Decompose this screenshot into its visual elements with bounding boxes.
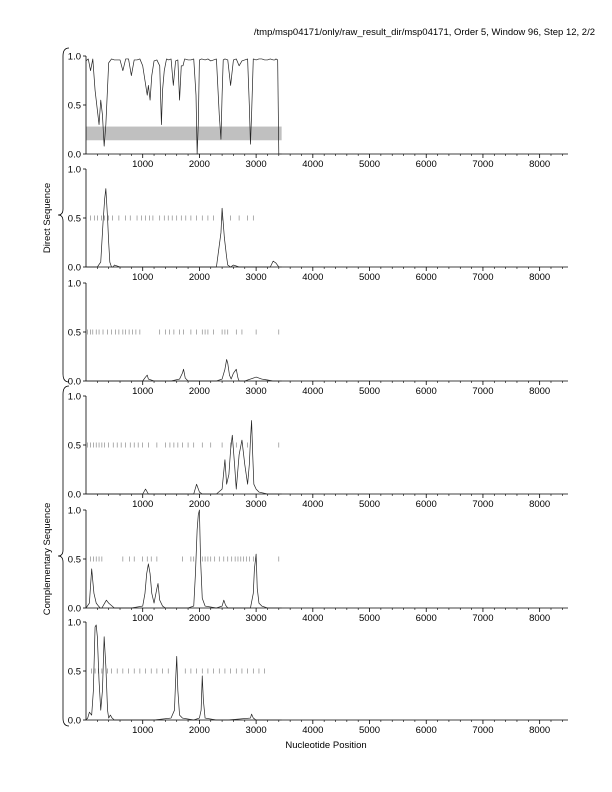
y-tick-label: 1.0 bbox=[67, 391, 81, 403]
x-tick-label: 8000 bbox=[529, 386, 551, 397]
series-line bbox=[86, 359, 282, 381]
x-tick-label: 3000 bbox=[245, 499, 267, 510]
x-tick-label: 2000 bbox=[188, 386, 210, 397]
x-tick-label: 5000 bbox=[358, 613, 381, 624]
x-tick-label: 4000 bbox=[302, 159, 324, 170]
chart-title: /tmp/msp04171/only/raw_result_dir/msp04171, Order 5, Window 96, Step 12, 2/2 bbox=[253, 27, 595, 38]
x-tick-label: 1000 bbox=[132, 386, 154, 397]
x-tick-label: 3000 bbox=[245, 725, 267, 736]
x-tick-label: 8000 bbox=[529, 272, 551, 283]
x-tick-label: 1000 bbox=[132, 499, 154, 510]
series-line bbox=[86, 421, 282, 495]
y-tick-label: 0.0 bbox=[67, 603, 81, 615]
x-tick-label: 5000 bbox=[358, 499, 381, 510]
x-tick-label: 3000 bbox=[245, 272, 267, 283]
x-tick-label: 2000 bbox=[188, 272, 210, 283]
x-tick-label: 1000 bbox=[132, 725, 154, 736]
x-tick-label: 6000 bbox=[415, 159, 437, 170]
x-tick-label: 5000 bbox=[358, 725, 381, 736]
y-tick-label: 0.0 bbox=[67, 715, 81, 727]
y-tick-label: 1.0 bbox=[67, 164, 81, 176]
x-tick-label: 2000 bbox=[188, 499, 210, 510]
x-tick-label: 7000 bbox=[472, 159, 494, 170]
series-line bbox=[86, 189, 282, 267]
x-tick-label: 4000 bbox=[302, 386, 324, 397]
y-tick-label: 0.5 bbox=[67, 554, 81, 566]
panel-direct-1 bbox=[68, 164, 568, 283]
x-tick-label: 1000 bbox=[132, 272, 154, 283]
threshold-band bbox=[86, 127, 282, 141]
panel-complementary-3 bbox=[68, 617, 568, 736]
x-tick-label: 6000 bbox=[415, 725, 437, 736]
panel-top-summary bbox=[68, 51, 568, 170]
x-tick-label: 2000 bbox=[188, 613, 210, 624]
panel-complementary-2 bbox=[68, 505, 568, 624]
panel-complementary-1 bbox=[68, 391, 568, 510]
x-tick-label: 6000 bbox=[415, 613, 437, 624]
y-tick-label: 0.5 bbox=[67, 666, 81, 678]
y-tick-label: 0.5 bbox=[67, 327, 81, 339]
x-tick-label: 7000 bbox=[472, 499, 494, 510]
x-tick-label: 4000 bbox=[302, 725, 324, 736]
x-tick-label: 8000 bbox=[529, 499, 551, 510]
x-tick-label: 6000 bbox=[415, 499, 437, 510]
x-tick-label: 1000 bbox=[132, 159, 154, 170]
x-tick-label: 2000 bbox=[188, 725, 210, 736]
series-line bbox=[86, 510, 282, 608]
x-tick-label: 3000 bbox=[245, 613, 267, 624]
x-tick-label: 7000 bbox=[472, 725, 494, 736]
y-tick-label: 0.0 bbox=[67, 376, 81, 388]
y-tick-label: 1.0 bbox=[67, 617, 81, 629]
x-tick-label: 8000 bbox=[529, 159, 551, 170]
y-tick-label: 0.0 bbox=[67, 149, 81, 161]
panels-layer bbox=[68, 51, 568, 736]
x-tick-label: 6000 bbox=[415, 386, 437, 397]
x-tick-label: 5000 bbox=[358, 386, 381, 397]
series-line bbox=[86, 625, 282, 720]
y-tick-label: 0.5 bbox=[67, 100, 81, 112]
x-tick-label: 2000 bbox=[188, 159, 210, 170]
y-tick-label: 0.5 bbox=[67, 213, 81, 225]
y-tick-label: 1.0 bbox=[67, 278, 81, 290]
x-tick-label: 3000 bbox=[245, 386, 267, 397]
y-tick-label: 0.0 bbox=[67, 262, 81, 274]
x-tick-label: 5000 bbox=[358, 159, 381, 170]
y-tick-label: 0.0 bbox=[67, 489, 81, 501]
panel-direct-2 bbox=[68, 278, 568, 397]
x-tick-label: 4000 bbox=[302, 613, 324, 624]
x-tick-label: 4000 bbox=[302, 499, 324, 510]
y-tick-label: 0.5 bbox=[67, 440, 81, 452]
x-tick-label: 4000 bbox=[302, 272, 324, 283]
x-tick-label: 7000 bbox=[472, 272, 494, 283]
x-tick-label: 5000 bbox=[358, 272, 381, 283]
x-tick-label: 8000 bbox=[529, 725, 551, 736]
group-label-complementary: Complementary Sequence bbox=[42, 502, 53, 616]
x-tick-label: 3000 bbox=[245, 159, 267, 170]
x-tick-label: 6000 bbox=[415, 272, 437, 283]
y-tick-label: 1.0 bbox=[67, 51, 81, 63]
y-tick-label: 1.0 bbox=[67, 505, 81, 517]
x-tick-label: 1000 bbox=[132, 613, 154, 624]
x-tick-label: 7000 bbox=[472, 613, 494, 624]
group-label-direct: Direct Sequence bbox=[42, 182, 53, 254]
x-tick-label: 8000 bbox=[529, 613, 551, 624]
x-axis-label: Nucleotide Position bbox=[285, 740, 367, 751]
x-tick-label: 7000 bbox=[472, 386, 494, 397]
